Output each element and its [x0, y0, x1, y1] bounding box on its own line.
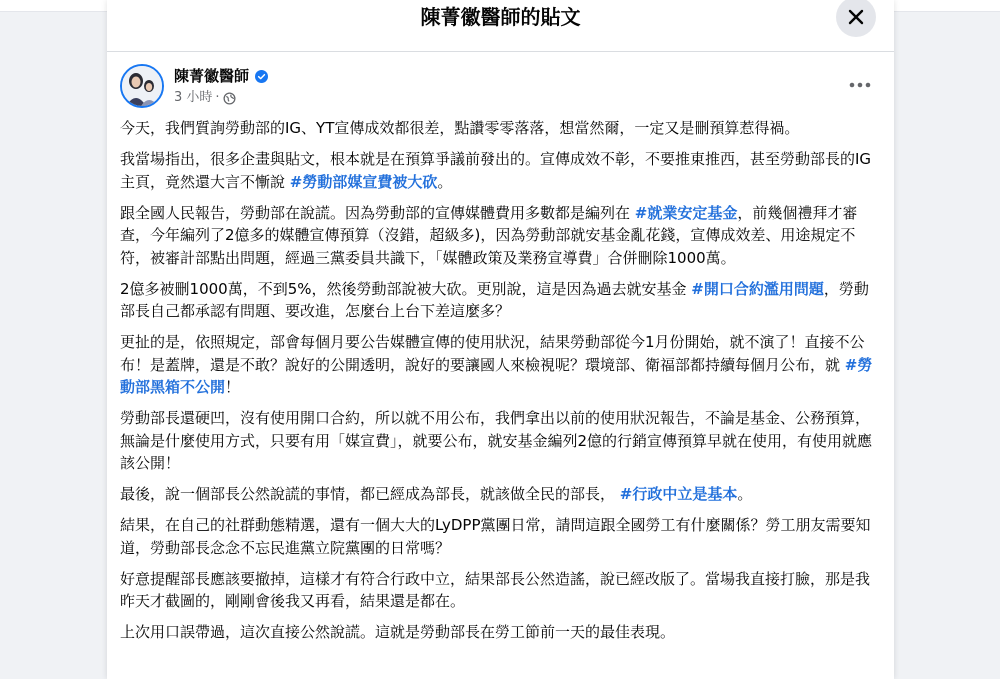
globe-icon	[223, 92, 236, 105]
paragraph-text: ，勞動部長自己都承認有問題、要改進，怎麼台上台下差這麼多？	[120, 279, 869, 320]
more-options-button[interactable]	[845, 72, 875, 98]
post-paragraph	[120, 148, 882, 193]
close-icon	[846, 7, 866, 27]
meta-separator: ·	[215, 90, 220, 105]
hashtag-link[interactable]: #勞動部媒宣費被大砍	[289, 172, 438, 191]
paragraph-text: ，前幾個禮拜才審查，今年編列了2億多的媒體宣傳預算（沒錯，超級多)，因為勞動部就安基金亂花錢，宣傳成效差、用途規定不符，被審計部點出問題，經過三黨委員共識下，「媒體政策及業務宣導費」合併刪除1000萬。	[120, 203, 858, 267]
paragraph-text: 今天，我們質詢勞動部的IG、YT宣傳成效都很差，點讚零零落落，想當然爾，一定又是刪預算惹得禍。	[120, 119, 800, 137]
dialog-header	[107, 0, 894, 52]
post-paragraph	[120, 514, 882, 559]
hashtag-link[interactable]: #行政中立是基本	[619, 485, 738, 503]
post-meta	[174, 89, 236, 107]
post-paragraph	[120, 278, 882, 323]
post-paragraph	[120, 483, 882, 506]
verified-badge-icon	[255, 70, 268, 83]
paragraph-text: ！	[225, 378, 241, 396]
hashtag-link[interactable]: #開口合約濫用問題	[691, 279, 824, 298]
post-paragraph	[120, 621, 882, 644]
post-body	[120, 117, 882, 652]
paragraph-text: 。	[437, 172, 453, 191]
paragraph-text: 更扯的是，依照規定，部會每個月要公告媒體宣傳的使用狀況，結果勞動部從今1月份開始，就不演了！直接不公布！是蓋牌，還是不敢？說好的公開透明，說好的要讓國人來檢視呢？環境部、衛福部都持續每個月公布，就	[120, 333, 865, 374]
post-paragraph	[120, 331, 882, 399]
post-paragraph	[120, 117, 882, 140]
author-name[interactable]: 陳菁徽醫師	[174, 67, 250, 85]
paragraph-text: 跟全國人民報告，勞動部在說謊。因為勞動部的宣傳媒體費用多數都是編列在	[120, 203, 635, 222]
paragraph-text: 好意提醒部長應該要撤掉，這樣才有符合行政中立，結果部長公然造謠，說已經改版了。當場我直接打臉，那是我昨天才截圖的，剛剛會後我又再看，結果還是都在。	[120, 569, 871, 610]
more-dots-icon	[849, 82, 871, 88]
post-author[interactable]	[174, 66, 268, 86]
hashtag-link[interactable]: #就業安定基金	[634, 203, 738, 222]
paragraph-text: 上次用口誤帶過，這次直接公然說謊。這就是勞動部長在勞工節前一天的最佳表現。	[120, 623, 676, 641]
dialog-title: 陳菁徽醫師的貼文	[420, 5, 581, 29]
paragraph-text: 最後，說一個部長公然說謊的事情，都已經成為部長，就該做全民的部長，	[120, 485, 620, 503]
profile-photo-icon	[122, 66, 162, 106]
paragraph-text: 我當場指出，很多企畫與貼文，根本就是在預算爭議前發出的。宣傳成效不彰，不要推東推西，甚至勞動部長的IG主頁，竟然還大言不慚說	[120, 150, 872, 191]
post-paragraph	[120, 202, 882, 270]
post-paragraph	[120, 568, 882, 613]
post-paragraph	[120, 407, 882, 475]
paragraph-text: 。	[737, 485, 753, 503]
paragraph-text: 2億多被刪1000萬，不到5%，然後勞動部說被大砍。更別說，這是因為過去就安基金	[120, 279, 692, 298]
hashtag-link[interactable]: #勞動部黑箱不公開	[120, 355, 873, 396]
avatar[interactable]	[120, 64, 164, 108]
paragraph-text: 勞動部長還硬凹，沒有使用開口合約，所以就不用公布，我們拿出以前的使用狀況報告，不論是基金、公務預算，無論是什麼使用方式，只要有用「媒宣費」，就要公布，就安基金編列2億的行銷宣傳預算早就在使用，有使用就應該公開！	[120, 409, 873, 472]
paragraph-text: 結果，在自己的社群動態精選，還有一個大大的LyDPP黨團日常，請問這跟全國勞工有什麼關係？勞工朋友需要知道，勞動部長念念不忘民進黨立院黨團的日常嗎？	[120, 516, 871, 557]
post-dialog	[107, 0, 894, 679]
post-timestamp[interactable]: 3 小時	[174, 90, 213, 105]
